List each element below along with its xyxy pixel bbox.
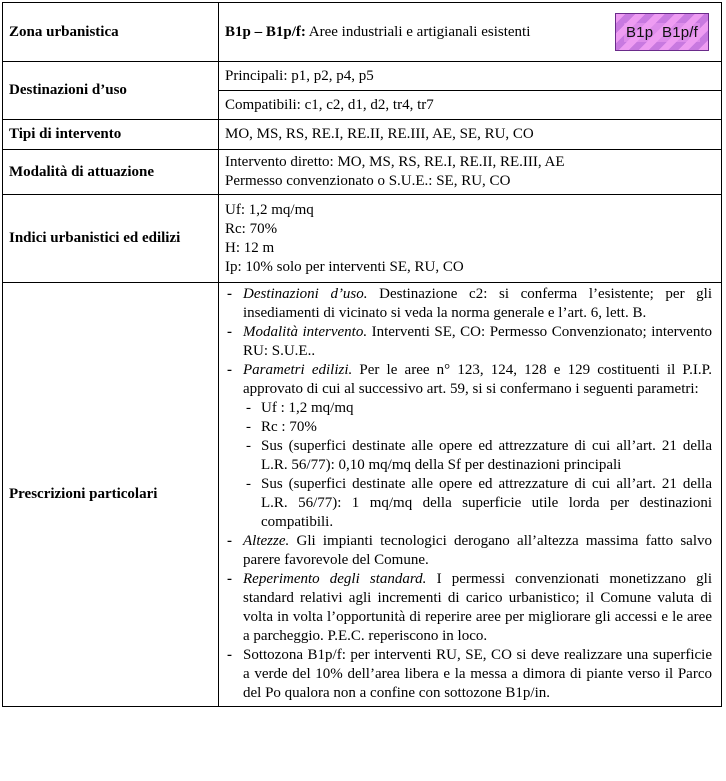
prescrizione-title: Reperimento degli standard.: [243, 571, 427, 587]
parametro-item: - Rc : 70%: [243, 418, 712, 437]
parametri-sublist: [243, 399, 712, 532]
parametro-item: - Sus (superfici destinate alle opere ed attrezzature di cui all’art. 21 della L.R. 56/77): 1 mq/mq della superficie utile lorda per destinazioni compatibili.: [243, 475, 712, 532]
prescrizione-text: Interventi SE, CO: Permesso Convenzionato; intervento RU: S.U.E..: [243, 324, 713, 359]
destinazioni-label: Destinazioni d’uso: [3, 62, 219, 120]
modalita-value: [219, 150, 722, 195]
prescrizione-item: [225, 646, 712, 703]
prescrizione-title: Modalità intervento.: [243, 324, 368, 340]
destinazioni-compatibili: Compatibili: c1, c2, d1, d2, tr4, tr7: [219, 91, 722, 120]
zona-code: B1p – B1p/f:: [225, 23, 306, 40]
prescrizioni-label: Prescrizioni particolari: [3, 283, 219, 707]
prescrizione-item: [225, 361, 712, 532]
zona-title: [225, 24, 530, 40]
prescrizione-text: Sottozona B1p/f: per interventi RU, SE, CO si deve realizzare una superficie a verde del 10% dell’area libera e la messa a dimora di piante verso il Parco del Po qualora non a confine con sottozone B1p/in.: [243, 647, 712, 701]
prescrizione-title: Altezze.: [243, 533, 290, 549]
indici-line: Rc: 70%: [225, 220, 278, 237]
destinazioni-row-principali: [3, 62, 722, 91]
modalita-label: Modalità di attuazione: [3, 150, 219, 195]
prescrizione-item: [225, 532, 712, 570]
prescrizione-title: Parametri edilizi.: [243, 362, 353, 378]
parametro-item: - Sus (superfici destinate alle opere ed attrezzature di cui all’art. 21 della L.R. 56/77): 0,10 mq/mq della Sf per destinazioni principali: [243, 437, 712, 475]
prescrizione-title: Destinazioni d’uso.: [243, 286, 368, 302]
modalita-line-2: Permesso convenzionato o S.U.E.: SE, RU, CO: [225, 173, 511, 189]
parametro-item: - Uf : 1,2 mq/mq: [243, 399, 712, 418]
prescrizione-text: Destinazione c2: si conferma l’esistente; per gli insediamenti di vicinato si veda la norma generale e l’art. 6, lett. B.: [243, 286, 713, 321]
prescrizione-item: [225, 285, 712, 323]
tipi-label: Tipi di intervento: [3, 120, 219, 150]
modalita-row: [3, 150, 722, 195]
indici-row: [3, 195, 722, 283]
indici-value: [219, 195, 722, 283]
indici-label: Indici urbanistici ed edilizi: [3, 195, 219, 283]
prescrizione-text: I permessi convenzionati monetizzano gli standard relativi agli incrementi di carico urbanistico; il Comune valuta di volta in volta l’opportunità di reperire aree per migliorare gli accessi e le aree a parcheggio. P.E.C. reperiscono in loco.: [243, 571, 713, 644]
indici-line: Ip: 10% solo per interventi SE, RU, CO: [225, 258, 464, 275]
zona-badge-label: B1p B1p/f: [625, 23, 699, 41]
zona-description: Aree industriali e artigianali esistenti: [305, 23, 531, 40]
zona-legend-swatch: [615, 13, 709, 51]
prescrizione-item: [225, 570, 712, 646]
prescrizioni-row: [3, 283, 722, 707]
prescrizione-item: [225, 323, 712, 361]
prescrizioni-value: [219, 283, 722, 707]
prescrizione-text: Gli impianti tecnologici derogano all’altezza massima fatto salvo parere favorevole del Comune.: [243, 533, 712, 568]
tipi-value: MO, MS, RS, RE.I, RE.II, RE.III, AE, SE, RU, CO: [219, 120, 722, 150]
prescrizione-text: Per le aree n° 123, 124, 128 e 129 costituenti il P.I.P. approvato di cui al successivo art. 59, si si confermano i seguenti parametri:: [243, 362, 713, 397]
tipi-row: [3, 120, 722, 150]
indici-line: Uf: 1,2 mq/mq: [225, 201, 314, 218]
destinazioni-principali: Principali: p1, p2, p4, p5: [219, 62, 722, 91]
zona-label: Zona urbanistica: [3, 3, 219, 62]
modalita-line-1: Intervento diretto: MO, MS, RS, RE.I, RE.II, RE.III, AE: [225, 154, 565, 170]
zona-value-cell: [219, 3, 722, 62]
zona-row: [3, 3, 722, 62]
indici-line: H: 12 m: [225, 239, 275, 256]
prescrizioni-list: [225, 285, 712, 703]
zoning-sheet-table: [2, 2, 722, 707]
